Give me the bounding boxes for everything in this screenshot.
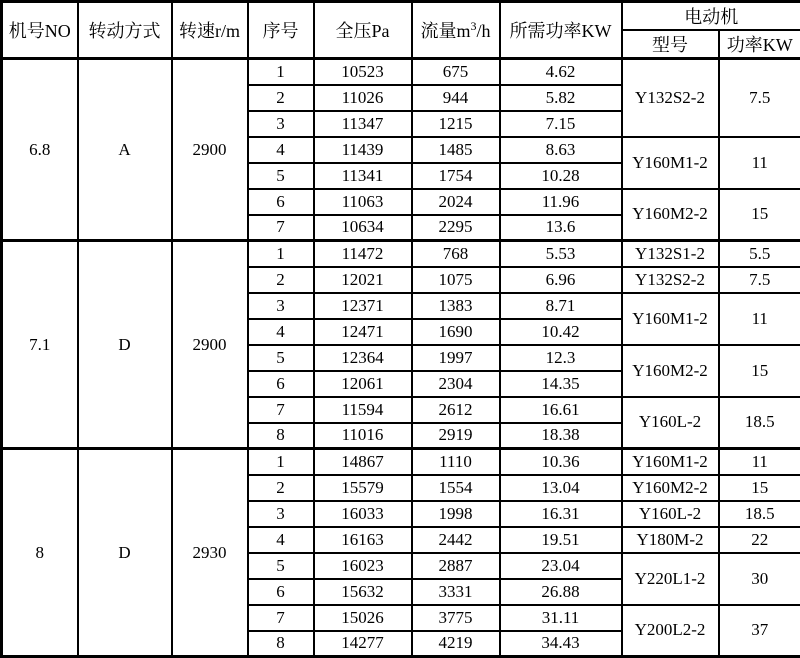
cell-seq: 2 bbox=[248, 475, 314, 501]
cell-machine-no: 6.8 bbox=[2, 59, 78, 241]
cell-drive-mode: A bbox=[78, 59, 172, 241]
cell-required-power: 8.71 bbox=[500, 293, 622, 319]
cell-drive-mode: D bbox=[78, 241, 172, 449]
cell-seq: 3 bbox=[248, 111, 314, 137]
cell-motor-model: Y160M1-2 bbox=[622, 293, 719, 345]
cell-flow: 1383 bbox=[412, 293, 500, 319]
cell-motor-power: 11 bbox=[719, 137, 800, 189]
cell-flow: 3331 bbox=[412, 579, 500, 605]
cell-motor-model: Y132S2-2 bbox=[622, 267, 719, 293]
cell-required-power: 8.63 bbox=[500, 137, 622, 163]
cell-required-power: 10.36 bbox=[500, 449, 622, 475]
table-row bbox=[2, 241, 800, 267]
cell-machine-no: 7.1 bbox=[2, 241, 78, 449]
cell-pressure: 16033 bbox=[314, 501, 412, 527]
cell-required-power: 18.38 bbox=[500, 423, 622, 449]
cell-pressure: 15632 bbox=[314, 579, 412, 605]
cell-machine-no: 8 bbox=[2, 449, 78, 657]
cell-motor-model: Y160M1-2 bbox=[622, 137, 719, 189]
cell-motor-power: 30 bbox=[719, 553, 800, 605]
col-header-motor-group: 电动机 bbox=[622, 2, 800, 31]
cell-flow: 1075 bbox=[412, 267, 500, 293]
flow-unit-prefix: 流量m bbox=[420, 21, 471, 41]
cell-seq: 1 bbox=[248, 449, 314, 475]
cell-required-power: 4.62 bbox=[500, 59, 622, 85]
cell-flow: 2442 bbox=[412, 527, 500, 553]
cell-pressure: 12371 bbox=[314, 293, 412, 319]
cell-seq: 8 bbox=[248, 631, 314, 657]
cell-required-power: 34.43 bbox=[500, 631, 622, 657]
flow-unit-suffix: /h bbox=[476, 21, 491, 41]
cell-motor-power: 18.5 bbox=[719, 501, 800, 527]
cell-required-power: 13.6 bbox=[500, 215, 622, 241]
section-7-1 bbox=[2, 241, 800, 449]
cell-required-power: 16.61 bbox=[500, 397, 622, 423]
cell-seq: 5 bbox=[248, 553, 314, 579]
cell-flow: 2304 bbox=[412, 371, 500, 397]
cell-motor-power: 15 bbox=[719, 345, 800, 397]
cell-required-power: 13.04 bbox=[500, 475, 622, 501]
cell-seq: 2 bbox=[248, 267, 314, 293]
cell-speed: 2930 bbox=[172, 449, 248, 657]
cell-flow: 675 bbox=[412, 59, 500, 85]
cell-seq: 4 bbox=[248, 319, 314, 345]
cell-motor-model: Y160M2-2 bbox=[622, 189, 719, 241]
cell-flow: 1485 bbox=[412, 137, 500, 163]
cell-pressure: 11594 bbox=[314, 397, 412, 423]
cell-flow: 1215 bbox=[412, 111, 500, 137]
cell-flow: 1690 bbox=[412, 319, 500, 345]
cell-flow: 4219 bbox=[412, 631, 500, 657]
cell-speed: 2900 bbox=[172, 59, 248, 241]
table-header bbox=[2, 2, 800, 59]
cell-required-power: 23.04 bbox=[500, 553, 622, 579]
cell-pressure: 11341 bbox=[314, 163, 412, 189]
cell-seq: 4 bbox=[248, 527, 314, 553]
col-header-machine-no: 机号NO bbox=[2, 2, 78, 59]
cell-required-power: 26.88 bbox=[500, 579, 622, 605]
cell-motor-power: 18.5 bbox=[719, 397, 800, 449]
cell-required-power: 10.42 bbox=[500, 319, 622, 345]
cell-seq: 2 bbox=[248, 85, 314, 111]
cell-flow: 1754 bbox=[412, 163, 500, 189]
cell-required-power: 5.82 bbox=[500, 85, 622, 111]
cell-pressure: 12021 bbox=[314, 267, 412, 293]
cell-seq: 6 bbox=[248, 189, 314, 215]
section-6-8 bbox=[2, 59, 800, 241]
header-row-1 bbox=[2, 2, 800, 31]
cell-motor-model: Y180M-2 bbox=[622, 527, 719, 553]
table-row bbox=[2, 59, 800, 85]
cell-required-power: 10.28 bbox=[500, 163, 622, 189]
cell-pressure: 16023 bbox=[314, 553, 412, 579]
cell-pressure: 10634 bbox=[314, 215, 412, 241]
cell-motor-power: 37 bbox=[719, 605, 800, 657]
cell-required-power: 19.51 bbox=[500, 527, 622, 553]
cell-flow: 3775 bbox=[412, 605, 500, 631]
cell-motor-model: Y160M1-2 bbox=[622, 449, 719, 475]
cell-seq: 1 bbox=[248, 241, 314, 267]
cell-required-power: 14.35 bbox=[500, 371, 622, 397]
cell-motor-model: Y160M2-2 bbox=[622, 345, 719, 397]
table-row bbox=[2, 449, 800, 475]
col-header-drive-mode: 转动方式 bbox=[78, 2, 172, 59]
section-8 bbox=[2, 449, 800, 657]
cell-flow: 1998 bbox=[412, 501, 500, 527]
cell-seq: 1 bbox=[248, 59, 314, 85]
cell-required-power: 5.53 bbox=[500, 241, 622, 267]
cell-seq: 5 bbox=[248, 345, 314, 371]
col-header-motor-model: 型号 bbox=[622, 30, 719, 59]
cell-pressure: 11439 bbox=[314, 137, 412, 163]
col-header-speed: 转速r/m bbox=[172, 2, 248, 59]
cell-pressure: 15579 bbox=[314, 475, 412, 501]
cell-pressure: 11472 bbox=[314, 241, 412, 267]
cell-flow: 1554 bbox=[412, 475, 500, 501]
cell-motor-model: Y200L2-2 bbox=[622, 605, 719, 657]
cell-drive-mode: D bbox=[78, 449, 172, 657]
cell-pressure: 12471 bbox=[314, 319, 412, 345]
cell-seq: 7 bbox=[248, 215, 314, 241]
cell-motor-power: 15 bbox=[719, 189, 800, 241]
cell-flow: 2919 bbox=[412, 423, 500, 449]
col-header-seq: 序号 bbox=[248, 2, 314, 59]
cell-flow: 944 bbox=[412, 85, 500, 111]
cell-pressure: 16163 bbox=[314, 527, 412, 553]
col-header-pressure: 全压Pa bbox=[314, 2, 412, 59]
cell-pressure: 14867 bbox=[314, 449, 412, 475]
cell-seq: 8 bbox=[248, 423, 314, 449]
cell-required-power: 7.15 bbox=[500, 111, 622, 137]
cell-motor-model: Y132S2-2 bbox=[622, 59, 719, 137]
cell-seq: 5 bbox=[248, 163, 314, 189]
cell-motor-power: 7.5 bbox=[719, 267, 800, 293]
cell-pressure: 12061 bbox=[314, 371, 412, 397]
cell-pressure: 11063 bbox=[314, 189, 412, 215]
cell-seq: 6 bbox=[248, 579, 314, 605]
cell-motor-power: 15 bbox=[719, 475, 800, 501]
cell-pressure: 14277 bbox=[314, 631, 412, 657]
cell-flow: 2887 bbox=[412, 553, 500, 579]
cell-motor-power: 11 bbox=[719, 449, 800, 475]
cell-motor-power: 7.5 bbox=[719, 59, 800, 137]
cell-required-power: 16.31 bbox=[500, 501, 622, 527]
cell-flow: 2612 bbox=[412, 397, 500, 423]
cell-motor-power: 11 bbox=[719, 293, 800, 345]
cell-pressure: 15026 bbox=[314, 605, 412, 631]
cell-pressure: 11026 bbox=[314, 85, 412, 111]
cell-required-power: 31.11 bbox=[500, 605, 622, 631]
col-header-motor-power: 功率KW bbox=[719, 30, 800, 59]
cell-seq: 3 bbox=[248, 501, 314, 527]
cell-seq: 3 bbox=[248, 293, 314, 319]
cell-pressure: 11347 bbox=[314, 111, 412, 137]
cell-required-power: 6.96 bbox=[500, 267, 622, 293]
cell-flow: 1110 bbox=[412, 449, 500, 475]
cell-motor-model: Y132S1-2 bbox=[622, 241, 719, 267]
cell-motor-model: Y160L-2 bbox=[622, 501, 719, 527]
flow-unit-superscript: 3 bbox=[470, 19, 477, 33]
col-header-flow bbox=[412, 2, 500, 59]
cell-flow: 2295 bbox=[412, 215, 500, 241]
cell-motor-model: Y160L-2 bbox=[622, 397, 719, 449]
cell-motor-power: 5.5 bbox=[719, 241, 800, 267]
cell-pressure: 12364 bbox=[314, 345, 412, 371]
cell-motor-power: 22 bbox=[719, 527, 800, 553]
cell-pressure: 11016 bbox=[314, 423, 412, 449]
cell-seq: 7 bbox=[248, 605, 314, 631]
cell-pressure: 10523 bbox=[314, 59, 412, 85]
cell-motor-model: Y160M2-2 bbox=[622, 475, 719, 501]
cell-flow: 2024 bbox=[412, 189, 500, 215]
cell-flow: 768 bbox=[412, 241, 500, 267]
cell-required-power: 11.96 bbox=[500, 189, 622, 215]
cell-required-power: 12.3 bbox=[500, 345, 622, 371]
cell-seq: 6 bbox=[248, 371, 314, 397]
cell-motor-model: Y220L1-2 bbox=[622, 553, 719, 605]
cell-speed: 2900 bbox=[172, 241, 248, 449]
cell-seq: 7 bbox=[248, 397, 314, 423]
cell-seq: 4 bbox=[248, 137, 314, 163]
col-header-required-power: 所需功率KW bbox=[500, 2, 622, 59]
cell-flow: 1997 bbox=[412, 345, 500, 371]
